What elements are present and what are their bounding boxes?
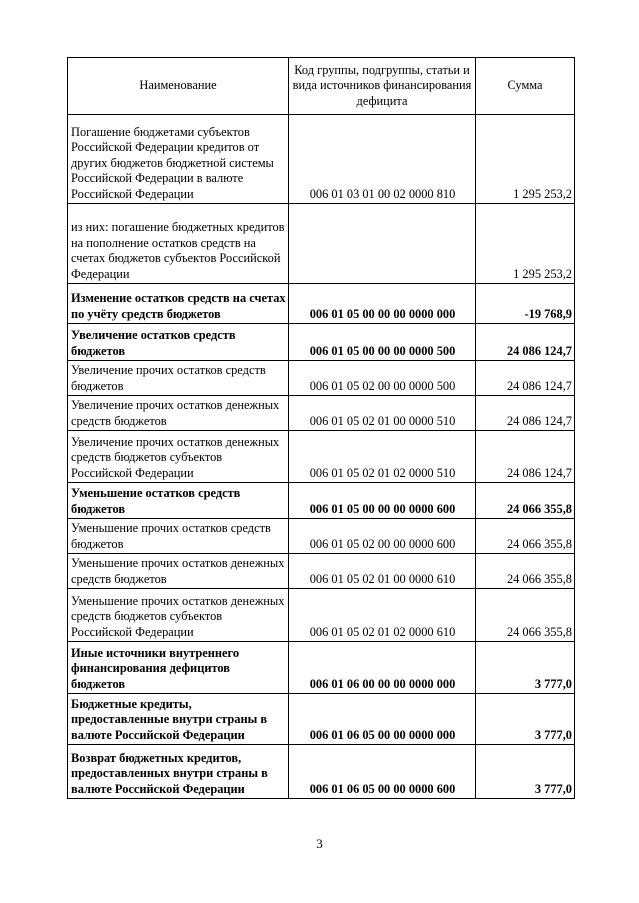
table-row	[68, 694, 575, 745]
row-code-cell: 006 01 05 02 00 00 0000 500	[289, 361, 476, 396]
row-amount-cell: 24 086 124,7	[476, 361, 575, 396]
row-amount-cell: -19 768,9	[476, 284, 575, 324]
row-name-cell: Уменьшение прочих остатков денежных средств бюджетов	[68, 554, 289, 589]
row-code-cell: 006 01 05 00 00 00 0000 600	[289, 483, 476, 519]
table-row	[68, 431, 575, 483]
budget-table	[67, 57, 575, 799]
table-row	[68, 115, 575, 204]
row-code-cell: 006 01 05 02 01 00 0000 510	[289, 396, 476, 431]
row-name-cell: Увеличение прочих остатков средств бюджетов	[68, 361, 289, 396]
row-amount-cell: 1 295 253,2	[476, 204, 575, 284]
row-amount-cell: 1 295 253,2	[476, 115, 575, 204]
row-name-cell: Уменьшение прочих остатков средств бюджетов	[68, 519, 289, 554]
table-row	[68, 396, 575, 431]
row-code-cell: 006 01 05 00 00 00 0000 500	[289, 324, 476, 361]
row-amount-cell: 24 066 355,8	[476, 519, 575, 554]
table-row	[68, 519, 575, 554]
table-row	[68, 284, 575, 324]
header-code: Код группы, подгруппы, статьи и вида источников финансирования дефицита	[289, 58, 476, 115]
row-code-cell: 006 01 05 02 01 02 0000 610	[289, 589, 476, 642]
row-name-cell: Изменение остатков средств на счетах по учёту средств бюджетов	[68, 284, 289, 324]
page-number: 3	[316, 836, 323, 851]
row-name-cell: Иные источники внутреннего финансирования дефицитов бюджетов	[68, 642, 289, 694]
row-amount-cell: 3 777,0	[476, 642, 575, 694]
row-name-cell: Уменьшение остатков средств бюджетов	[68, 483, 289, 519]
row-amount-cell: 24 066 355,8	[476, 554, 575, 589]
table-row	[68, 204, 575, 284]
row-name-cell: Погашение бюджетами субъектов Российской Федерации кредитов от других бюджетов бюджетной системы Российской Федерации в валюте Российской Федерации	[68, 115, 289, 204]
table-header-row	[68, 58, 575, 115]
table-row	[68, 483, 575, 519]
row-code-cell: 006 01 05 02 01 00 0000 610	[289, 554, 476, 589]
table-row	[68, 745, 575, 799]
row-code-cell: 006 01 06 00 00 00 0000 000	[289, 642, 476, 694]
header-amount: Сумма	[476, 58, 575, 115]
row-amount-cell: 24 086 124,7	[476, 396, 575, 431]
table-row	[68, 589, 575, 642]
row-amount-cell: 24 086 124,7	[476, 324, 575, 361]
row-amount-cell: 24 066 355,8	[476, 483, 575, 519]
row-amount-cell: 3 777,0	[476, 694, 575, 745]
row-amount-cell: 24 066 355,8	[476, 589, 575, 642]
row-code-cell: 006 01 05 02 00 00 0000 600	[289, 519, 476, 554]
row-code-cell: 006 01 06 05 00 00 0000 000	[289, 694, 476, 745]
row-name-cell: из них: погашение бюджетных кредитов на пополнение остатков средств на счетах бюджетов субъектов Российской Федерации	[68, 204, 289, 284]
row-name-cell: Уменьшение прочих остатков денежных средств бюджетов субъектов Российской Федерации	[68, 589, 289, 642]
row-amount-cell: 24 086 124,7	[476, 431, 575, 483]
row-name-cell: Увеличение остатков средств бюджетов	[68, 324, 289, 361]
header-name: Наименование	[68, 58, 289, 115]
row-code-cell: 006 01 05 02 01 02 0000 510	[289, 431, 476, 483]
row-name-cell: Увеличение прочих остатков денежных средств бюджетов субъектов Российской Федерации	[68, 431, 289, 483]
row-code-cell: 006 01 06 05 00 00 0000 600	[289, 745, 476, 799]
row-amount-cell: 3 777,0	[476, 745, 575, 799]
row-name-cell: Бюджетные кредиты, предоставленные внутри страны в валюте Российской Федерации	[68, 694, 289, 745]
table-row	[68, 324, 575, 361]
table-row	[68, 642, 575, 694]
table-row	[68, 554, 575, 589]
row-code-cell	[289, 204, 476, 284]
row-code-cell: 006 01 05 00 00 00 0000 000	[289, 284, 476, 324]
table-row	[68, 361, 575, 396]
row-code-cell: 006 01 03 01 00 02 0000 810	[289, 115, 476, 204]
row-name-cell: Увеличение прочих остатков денежных средств бюджетов	[68, 396, 289, 431]
row-name-cell: Возврат бюджетных кредитов, предоставленных внутри страны в валюте Российской Федерации	[68, 745, 289, 799]
